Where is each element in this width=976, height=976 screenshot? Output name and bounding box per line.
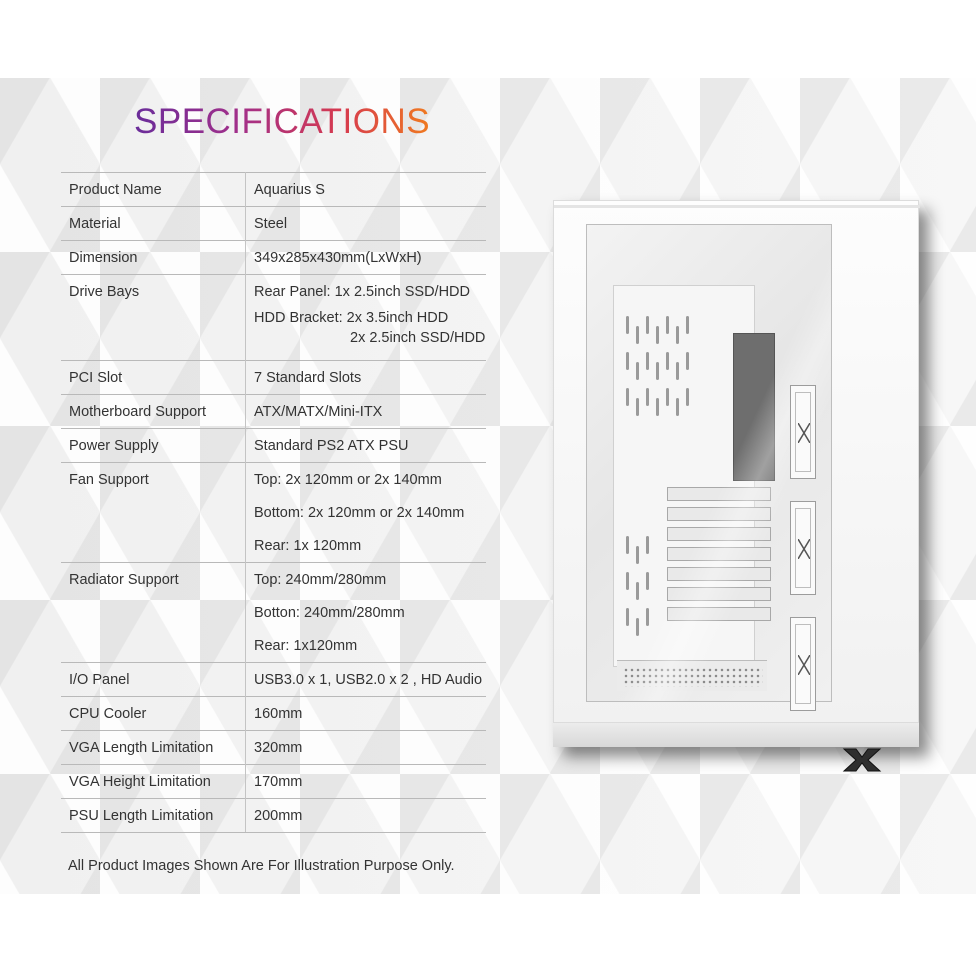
- spec-label: Product Name: [61, 173, 246, 207]
- case-top-band: [554, 205, 920, 208]
- spec-value: Steel: [246, 207, 487, 241]
- table-row: [61, 663, 486, 697]
- front-fan-bottom: [790, 617, 816, 711]
- spec-value: 160mm: [246, 697, 487, 731]
- disclaimer-text: All Product Images Shown Are For Illustration Purpose Only.: [68, 858, 455, 874]
- spec-label: Dimension: [61, 241, 246, 275]
- spec-sheet-panel: [0, 78, 976, 894]
- case-body: [553, 200, 919, 723]
- spec-label: Power Supply: [61, 429, 246, 463]
- spec-value: Rear Panel: 1x 2.5inch SSD/HDD HDD Bracket: 2x 3.5inch HDD 2x 2.5inch SSD/HDD: [246, 275, 487, 361]
- fan-icon: [798, 539, 810, 559]
- spec-value: ATX/MATX/Mini-ITX: [246, 395, 487, 429]
- table-row: [61, 429, 486, 463]
- table-row: [61, 395, 486, 429]
- spec-label: Drive Bays: [61, 275, 246, 361]
- table-row: [61, 731, 486, 765]
- table-row: [61, 765, 486, 799]
- spec-value: Top: 2x 120mm or 2x 140mm Bottom: 2x 120mm or 2x 140mm Rear: 1x 120mm: [246, 463, 487, 563]
- spec-label: CPU Cooler: [61, 697, 246, 731]
- spec-value: Standard PS2 ATX PSU: [246, 429, 487, 463]
- spec-value: 200mm: [246, 799, 487, 833]
- page-title: SPECIFICATIONS: [134, 102, 431, 141]
- fan-icon: [798, 655, 810, 675]
- spec-value: USB3.0 x 1, USB2.0 x 2 , HD Audio: [246, 663, 487, 697]
- pc-case-image: [553, 200, 919, 747]
- table-row: [61, 799, 486, 833]
- brand-logo: [842, 747, 882, 773]
- spec-label: VGA Height Limitation: [61, 765, 246, 799]
- table-row: [61, 563, 486, 663]
- spec-label: PSU Length Limitation: [61, 799, 246, 833]
- case-base: [553, 723, 919, 747]
- table-row: [61, 241, 486, 275]
- spec-label: PCI Slot: [61, 361, 246, 395]
- table-row: [61, 463, 486, 563]
- spec-label: I/O Panel: [61, 663, 246, 697]
- spec-value: Aquarius S: [246, 173, 487, 207]
- table-row: [61, 361, 486, 395]
- fan-icon: [798, 423, 810, 443]
- spec-value: 349x285x430mm(LxWxH): [246, 241, 487, 275]
- table-row: [61, 207, 486, 241]
- spec-label: Fan Support: [61, 463, 246, 563]
- spec-label: Motherboard Support: [61, 395, 246, 429]
- spec-value: 320mm: [246, 731, 487, 765]
- spec-value: 170mm: [246, 765, 487, 799]
- spec-label: VGA Length Limitation: [61, 731, 246, 765]
- front-fan-middle: [790, 501, 816, 595]
- front-fan-top: [790, 385, 816, 479]
- table-row: [61, 275, 486, 361]
- spec-table: [61, 172, 486, 833]
- spec-value: Top: 240mm/280mm Botton: 240mm/280mm Rear: 1x120mm: [246, 563, 487, 663]
- spec-label: Material: [61, 207, 246, 241]
- table-row: [61, 697, 486, 731]
- table-row: [61, 173, 486, 207]
- spec-value: 7 Standard Slots: [246, 361, 487, 395]
- spec-label: Radiator Support: [61, 563, 246, 663]
